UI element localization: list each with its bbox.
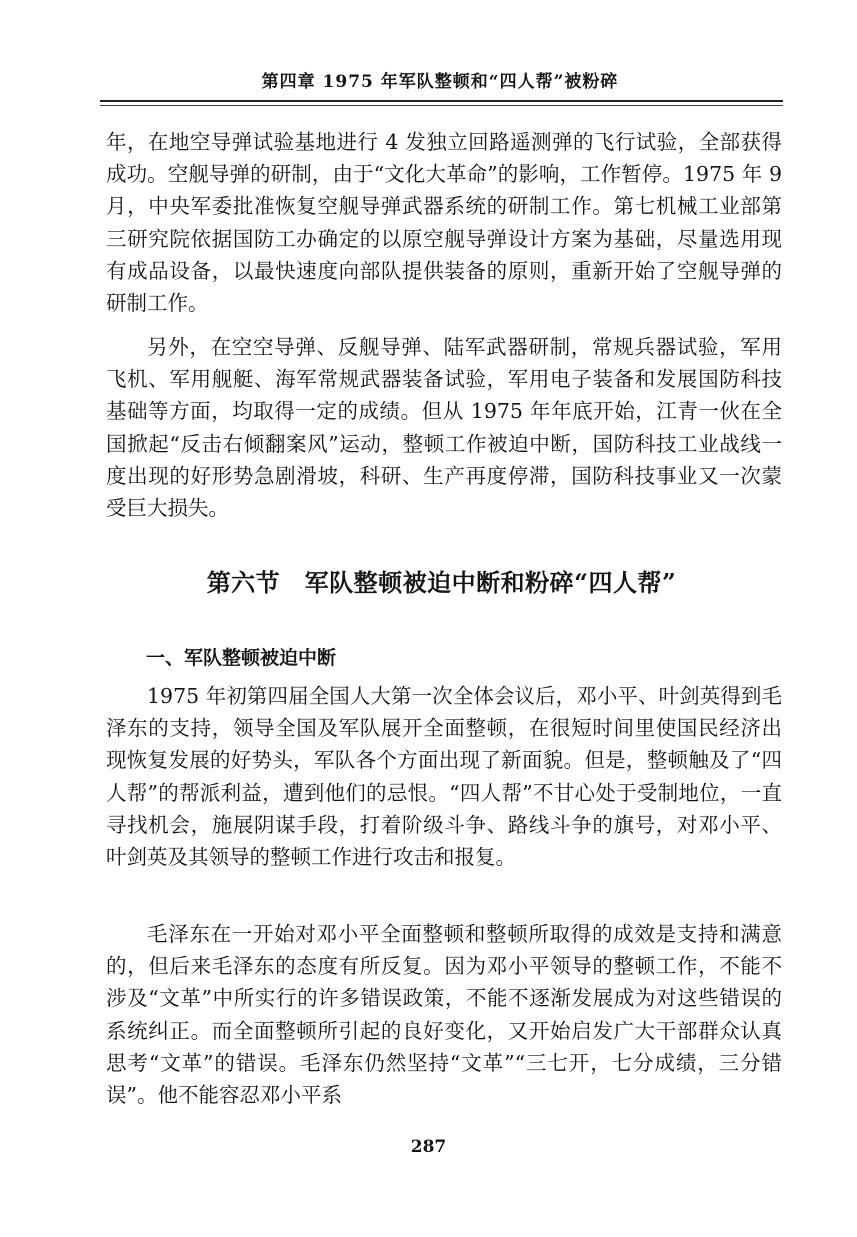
subsection-heading: 一、军队整顿被迫中断 xyxy=(146,647,337,669)
header-rule-thick xyxy=(100,100,783,102)
paragraph-continued: 年，在地空导弹试验基地进行 4 发独立回路遥测弹的飞行试验，全部获得成功。空舰导弹的研制，由于“文化大革命”的影响，工作暂停。1975 年 9 月，中央军委批准恢复空舰导弹武器系统的研制工作。第七机械工业部第三研究院依据国防工办确定的以原空舰导弹设计方案为基础，尽量选用现有成品设备，以最快速度向部队提供装备的原则，重新开始了空舰导弹的研制工作。 xyxy=(106,130,782,316)
header-rule-thin xyxy=(100,105,783,106)
page-number: 287 xyxy=(410,1137,447,1157)
section-title: 第六节 军队整顿被迫中断和粉碎“四人帮” xyxy=(206,568,677,597)
paragraph-other-achievements: 另外，在空空导弹、反舰导弹、陆军武器研制，常规兵器试验，军用飞机、军用舰艇、海军常规武器装备试验，军用电子装备和发展国防科技基础等方面，均取得一定的成绩。但从 1975 年年底开始，江青一伙在全国掀起“反击右倾翻案风”运动，整顿工作被迫中断，国防科技工业战线一度出现的好形势急剧滑坡，科研、生产再度停滞，国防科技事业又一次蒙受巨大损失。 xyxy=(106,335,782,521)
paragraph-1975-rectification: 1975 年初第四届全国人大第一次全体会议后，邓小平、叶剑英得到毛泽东的支持，领导全国及军队展开全面整顿，在很短时间里使国民经济出现恢复发展的好势头，军队各个方面出现了新面貌。但是，整顿触及了“四人帮”的帮派利益，遭到他们的忌恨。“四人帮”不甘心处于受制地位，一直寻找机会，施展阴谋手段，打着阶级斗争、路线斗争的旗号，对邓小平、叶剑英及其领导的整顿工作进行攻击和报复。 xyxy=(106,684,782,870)
paragraph-mao-attitude: 毛泽东在一开始对邓小平全面整顿和整顿所取得的成效是支持和满意的，但后来毛泽东的态度有所反复。因为邓小平领导的整顿工作，不能不涉及“文革”中所实行的许多错误政策，不能不逐渐发展成为对这些错误的系统纠正。而全面整顿所引起的良好变化，又开始启发广大干部群众认真思考“文革”的错误。毛泽东仍然坚持“文革”“三七开，七分成绩，三分错误”。他不能容忍邓小平系 xyxy=(106,922,782,1108)
running-head-title: 第四章 1975 年军队整顿和“四人帮”被粉碎 xyxy=(261,72,619,92)
